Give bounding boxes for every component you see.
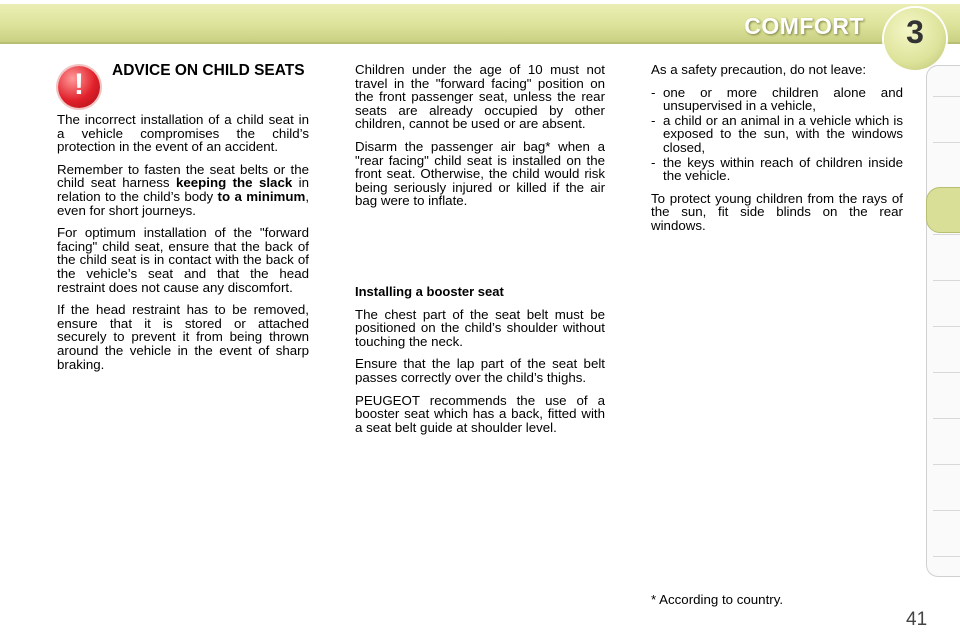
paragraph: To protect young children from the rays of the sun, fit side blinds on the rear windows. (651, 190, 903, 233)
booster-seat-section (355, 285, 605, 443)
chapter-title: COMFORT (744, 13, 864, 39)
list-item: - one or more children alone and unsupervised in a vehicle, (651, 86, 903, 113)
tab-divider (933, 96, 960, 97)
paragraph: The incorrect installation of a child seat in a vehicle compromises the child’s protection in the event of an accident. (57, 112, 309, 155)
tab-divider (933, 372, 960, 373)
paragraph: For optimum installation of the "forward facing" child seat, ensure that the back of the child seat is in contact with the back of the vehicle’s seat and that the head restraint does not cause any discomfort. (57, 225, 309, 295)
column-left (57, 113, 309, 380)
paragraph: PEUGEOT recommends the use of a booster seat which has a back, fitted with a seat belt guide at shoulder level. (355, 392, 605, 435)
tab-divider (933, 418, 960, 419)
tab-divider (933, 326, 960, 327)
subsection-title: Installing a booster seat (355, 284, 504, 299)
exclamation-warning-icon: ! (58, 66, 100, 108)
paragraph: If the head restraint has to be removed, ensure that it is stored or attached securely to prevent it from being thrown around the vehicle in the event of sharp braking. (57, 302, 309, 372)
column-middle (355, 63, 605, 217)
footnote: * According to country. (651, 592, 784, 607)
chapter-tab-active[interactable] (926, 187, 960, 233)
chapter-number: 3 (906, 14, 924, 50)
tab-divider (933, 280, 960, 281)
tab-divider (933, 464, 960, 465)
page-number: 41 (906, 609, 928, 630)
list-item: - a child or an animal in a vehicle which is exposed to the sun, with the windows closed, (651, 114, 903, 155)
precaution-list (651, 86, 903, 183)
bold-text: to a minimum (217, 188, 306, 204)
paragraph: The chest part of the seat belt must be positioned on the child’s shoulder without touching the neck. (355, 306, 605, 349)
tab-divider (933, 510, 960, 511)
text-span: , even for short journeys. (57, 188, 310, 218)
tab-divider (933, 234, 960, 235)
column-right (651, 63, 903, 242)
paragraph: Ensure that the lap part of the seat belt passes correctly over the child’s thighs. (355, 356, 605, 385)
paragraph: Disarm the passenger air bag* when a "rear facing" child seat is installed on the front seat. Otherwise, the child would risk being seriously injured or killed if the air bag were to inflate. (355, 138, 605, 209)
chapter-number-badge (884, 8, 946, 70)
paragraph: Children under the age of 10 must not travel in the "forward facing" position on the front passenger seat, unless the rear seats are already occupied by other children, cannot be used or are absent. (355, 62, 605, 132)
paragraph: As a safety precaution, do not leave: (651, 62, 867, 77)
bold-text: keeping the slack (175, 175, 293, 191)
tab-divider (933, 556, 960, 557)
chapter-header (0, 0, 960, 48)
tab-divider (933, 142, 960, 143)
paragraph (57, 163, 309, 217)
section-title: ADVICE ON CHILD SEATS (112, 62, 305, 79)
list-item: - the keys within reach of children inside the vehicle. (651, 156, 903, 183)
header-divider (0, 42, 960, 44)
text-span: Remember to fasten the seat belts or the child seat harness (57, 161, 309, 191)
text-span: in relation to the child’s body (57, 175, 309, 204)
chapter-tabs (926, 65, 960, 577)
